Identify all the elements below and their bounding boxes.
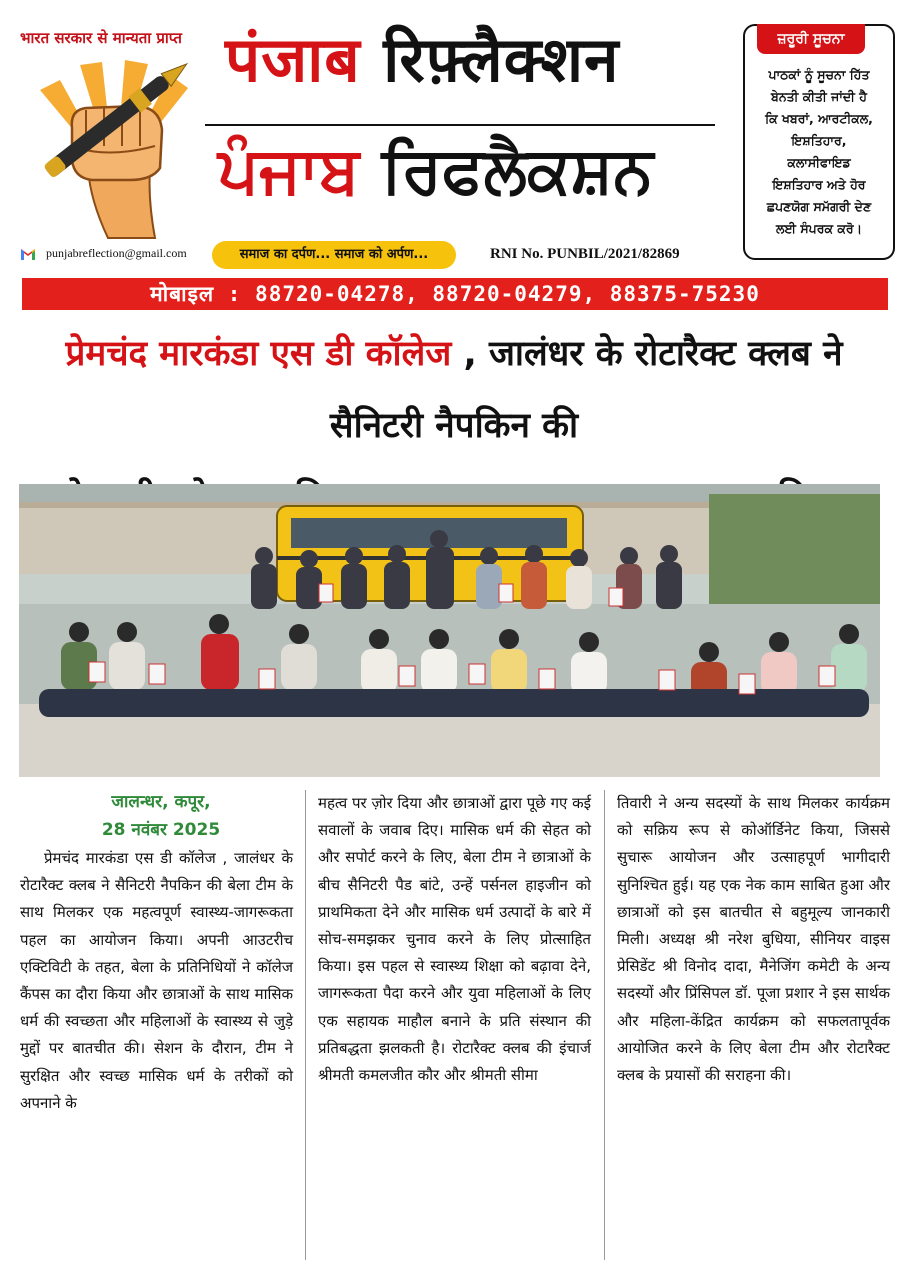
headline-line-1-rest: , जालंधर के रोटारैक्ट क्लब ने सैनिटरी नैपकिन की [329, 334, 843, 446]
article-column-1: प्रेमचंद मारकंडा एस डी कॉलेज , जालंधर के रोटारैक्ट क्लब ने सैनिटरी नैपकिन की बेला टीम के साथ मिलकर एक महत्वपूर्ण स्वास्थ्य-जागरूकता पहल का आयोजन किया। अपनी आउटरीच एक्टिविटी के तहत, बेला के प्रतिनिधियों ने कॉलेज कैंपस का दौरा किया और छात्राओं के साथ मासिक धर्म की स्वच्छता और महिलाओं के स्वास्थ्य से जुड़े मुद्दों पर बातचीत की। सेशन के दौरान, टीम ने सुरक्षित और स्वच्छ मासिक धर्म के तरीकों को अपनाने के [20, 849, 293, 1112]
phone-band: मोबाइल : 88720-04278, 88720-04279, 88375-75230 [22, 278, 888, 310]
gmail-icon [20, 247, 36, 261]
column-divider [604, 790, 605, 1260]
rni-number: RNI No. PUNBIL/2021/82869 [490, 246, 680, 262]
masthead-title-punjabi [218, 134, 653, 208]
notice-line: ਇਸ਼ਤਿਹਾਰ ਅਤੇ ਹੋਰ [772, 177, 866, 192]
dateline-place: जालन्धर, कपूर, [111, 792, 211, 812]
column-divider [305, 790, 306, 1260]
notice-line: ਲਈ ਸੰਪਰਕ ਕਰੋ। [775, 221, 863, 236]
title-punjabi-part2: ਰਿਫਲੈਕਸ਼ਨ [381, 134, 654, 208]
title-hindi-part2: रिफ़्लैक्शन [383, 23, 620, 96]
notice-line: ਬੇਨਤੀ ਕੀਤੀ ਜਾਂਦੀ ਹੈ [771, 89, 867, 104]
important-notice-box [743, 24, 895, 260]
masthead-title-hindi [225, 16, 619, 100]
notice-line: ਪਾਠਕਾਂ ਨੂੰ ਸੂਚਨਾ ਹਿੱਤ [768, 67, 870, 82]
notice-heading: ਜ਼ਰੂਰੀ ਸੂਚਨਾ [757, 24, 865, 54]
notice-body [751, 64, 887, 240]
photo-tree [709, 494, 880, 614]
notice-line: ਛਪਣਯੋਗ ਸਮੱਗਰੀ ਦੇਣ [766, 199, 872, 214]
recognition-label: भारत सरकार से मान्यता प्राप्त [20, 29, 182, 47]
article-column-3: तिवारी ने अन्य सदस्यों के साथ मिलकर कार्यक्रम को सक्रिय रूप से कोऑर्डिनेट किया, जिससे सुचारू आयोजन और उत्साहपूर्ण भागीदारी सुनिश्चित हुई। यह एक नेक काम साबित हुआ और छात्राओं को इस बातचीत से बहुमूल्य जानकारी मिली। अध्यक्ष श्री नरेश बुधिया, सीनियर वाइस प्रेसिडेंट श्री विनोद दादा, मैनेजिंग कमेटी के अन्य सदस्यों और प्रिंसिपल डॉ. पूजा प्रशार ने इस सार्थक और महिला-केंद्रित कार्यक्रम को सफलतापूर्वक आयोजित करने के लिए बेला टीम और रोटारैक्ट क्लब के प्रयासों की सराहना की। [617, 794, 890, 1085]
email-row [20, 246, 187, 261]
headline-college-name: प्रेमचंद मारकंडा एस डी कॉलेज [65, 334, 452, 374]
headline-line-1 [14, 318, 894, 462]
notice-line: ਕਿ ਖਬਰਾਂ, ਆਰਟੀਕਲ, [765, 111, 873, 126]
group-photo [19, 484, 880, 777]
dateline [20, 788, 302, 844]
notice-line: ਇਸ਼ਤਿਹਾਰ, [791, 133, 847, 148]
email-address[interactable]: punjabreflection@gmail.com [46, 246, 187, 260]
tagline: समाज का दर्पण... समाज को अर्पण... [212, 241, 456, 269]
fist-pen-logo [20, 50, 210, 240]
masthead-divider [205, 124, 715, 126]
title-hindi-part1: पंजाब [225, 23, 361, 96]
title-punjabi-part1: ਪੰਜਾਬ [218, 134, 360, 208]
masthead [0, 0, 908, 276]
article-column-2: महत्व पर ज़ोर दिया और छात्राओं द्वारा पूछे गए कई सवालों के जवाब दिए। मासिक धर्म की सेहत को और सपोर्ट करने के लिए, बेला टीम ने छात्राओं के बीच सैनिटरी पैड बांटे, उन्हें पर्सनल हाइजीन को प्राथमिकता देने और मासिक धर्म उत्पादों के बारे में सोच-समझकर चुनाव करने के लिए प्रोत्साहित किया। इस पहल से स्वास्थ्य शिक्षा को बढ़ावा देने, जागरूकता पैदा करने और युवा महिलाओं के लिए एक सहायक माहौल बनाने के प्रति संस्थान की प्रतिबद्धता झलकती है। रोटारैक्ट क्लब की इंचार्ज श्रीमती कमलजीत कौर और श्रीमती सीमा [318, 794, 591, 1085]
dateline-date: 28 नवंबर 2025 [101, 820, 221, 840]
notice-line: ਕਲਾਸੀਫਾਇਡ [787, 155, 851, 170]
